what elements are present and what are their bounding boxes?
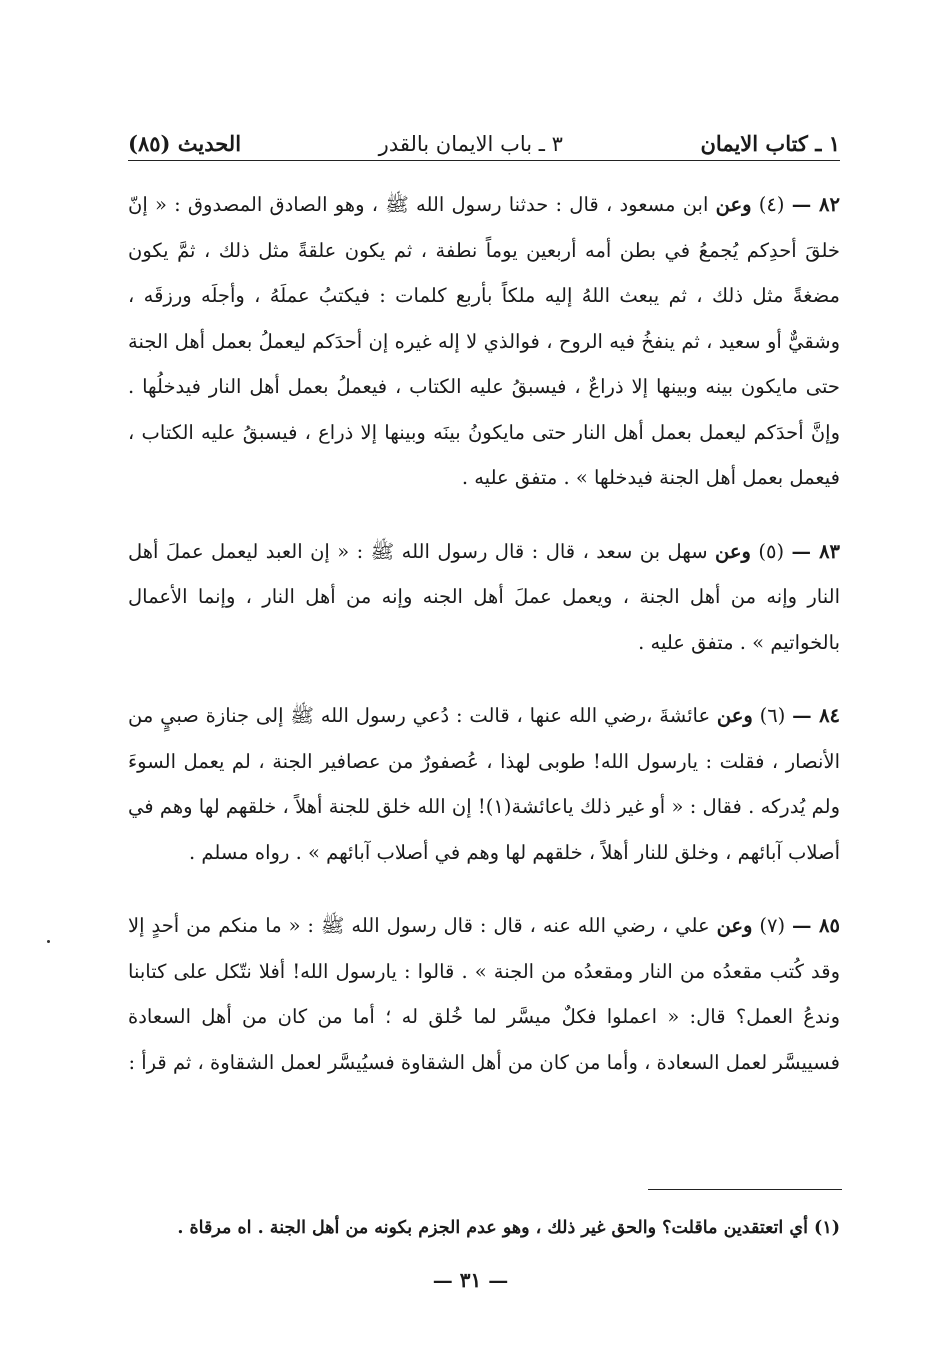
hadith-narrator: وعن	[715, 193, 752, 216]
hadith-85	[128, 903, 840, 1085]
page-number: — ٣١ —	[432, 1268, 509, 1292]
hadith-narrator: وعن	[715, 539, 751, 563]
hadith-text: ابن مسعود ، قال : حدثنا رسول الله ﷺ ، وهو الصادق المصدوق : « إنّ خلقَ أحدِكم يُجمعُ في بطن أمه أربعين يوماً نطفة ، ثم يكون علقةً مثل ذلك ، ثمَّ يكون مضغةً مثل ذلك ، ثم يبعث اللهُ إليه ملكاً بأربع كلمات : فيكتبُ عملَهُ ، وأجلَه ورزقَه ، وشقيٌّ أو سعيد ، ثم ينفخُ فيه الروح ، فوالذي لا إله غيره إن أحدَكم ليعملُ بعمل أهل الجنة حتى مايكون بينه وبينها إلا ذراعٌ ، فيسبقُ عليه الكتاب ، فيعملُ بعمل أهل النار فيدخلُها . وإنَّ أحدَكم ليعمل بعمل أهل النار حتى مايكونُ بينَه وبينها إلا ذراع ، فيسبقُ عليه الكتاب ، فيعمل بعمل أهل الجنة فيدخلها » . متفق عليه .	[128, 193, 840, 489]
footnote-rule	[648, 1189, 842, 1190]
scan-speck	[47, 940, 50, 943]
hadith-ref: (٧)	[759, 914, 786, 937]
hadith-text: علي ، رضي الله عنه ، قال : قال رسول الله ﷺ : « ما منكم من أحدٍ إلا وقد كُتب مقعدُه من النار ومقعدُه من الجنة » . قالوا : يارسول الله! أفلا نتّكل على كتابنا وندعُ العمل؟ قال: « اعملوا فكلٌ ميسَّر لما خُلق له ؛ أما من كان من أهل السعادة فسييسَّر لعمل السعادة ، وأما من كان من أهل الشقاوة فسيُيسَّر لعمل الشقاوة ، ثم قرأ :	[128, 914, 840, 1074]
hadith-ref: (٥)	[758, 539, 785, 563]
hadith-number: ٨٥ —	[792, 914, 840, 937]
hadith-83	[128, 529, 840, 666]
book-title: ١ ـ كتاب الايمان	[700, 131, 840, 156]
hadith-text: عائشةَ ،رضي الله عنها ، قالت : دُعي رسول الله ﷺ إلى جنازة صبيٍ من الأنصار ، فقلت : يارسول الله! طوبى لهذا ، عُصفورٌ من عصافير الجنة ، لم يعمل السوءَ ولم يُدركه . فقال : « أو غير ذلك ياعائشة(١)! إن الله خلق للجنة أهلاً ، خلقهم لها وهم في أصلاب آبائهم ، وخلق للنار أهلاً ، خلقهم لها وهم في أصلاب آبائهم » . رواه مسلم .	[128, 704, 840, 864]
hadith-84	[128, 693, 840, 875]
hadith-range: الحديث (٨٥)	[128, 131, 242, 156]
hadith-text: سهل بن سعد ، قال : قال رسول الله ﷺ : « إن العبد ليعمل عملَ أهل النار وإنه من أهل الجنة ، ويعمل عملَ أهل الجنه وإنه من أهل النار ، وإنما الأعمال بالخواتيم » . متفق عليه .	[128, 539, 840, 654]
hadith-number: ٨٤ —	[792, 704, 841, 727]
header-rule	[128, 160, 840, 161]
hadith-number: ٨٣ —	[791, 539, 841, 563]
hadith-ref: (٦)	[759, 704, 786, 727]
hadith-ref: (٤)	[758, 193, 785, 216]
hadith-number: ٨٢ —	[791, 193, 840, 216]
hadith-82	[128, 182, 840, 501]
hadith-narrator: وعن	[716, 914, 753, 937]
main-text	[128, 182, 840, 1113]
chapter-title: ٣ ـ باب الايمان بالقدر	[378, 132, 563, 156]
footnote: (١) أي اتعتقدين ماقلت؟ والحق غير ذلك ، وهو عدم الجزم بكونه من أهل الجنة . اه مرقاة .	[177, 1218, 840, 1238]
running-header	[128, 112, 840, 156]
hadith-narrator: وعن	[716, 704, 753, 727]
